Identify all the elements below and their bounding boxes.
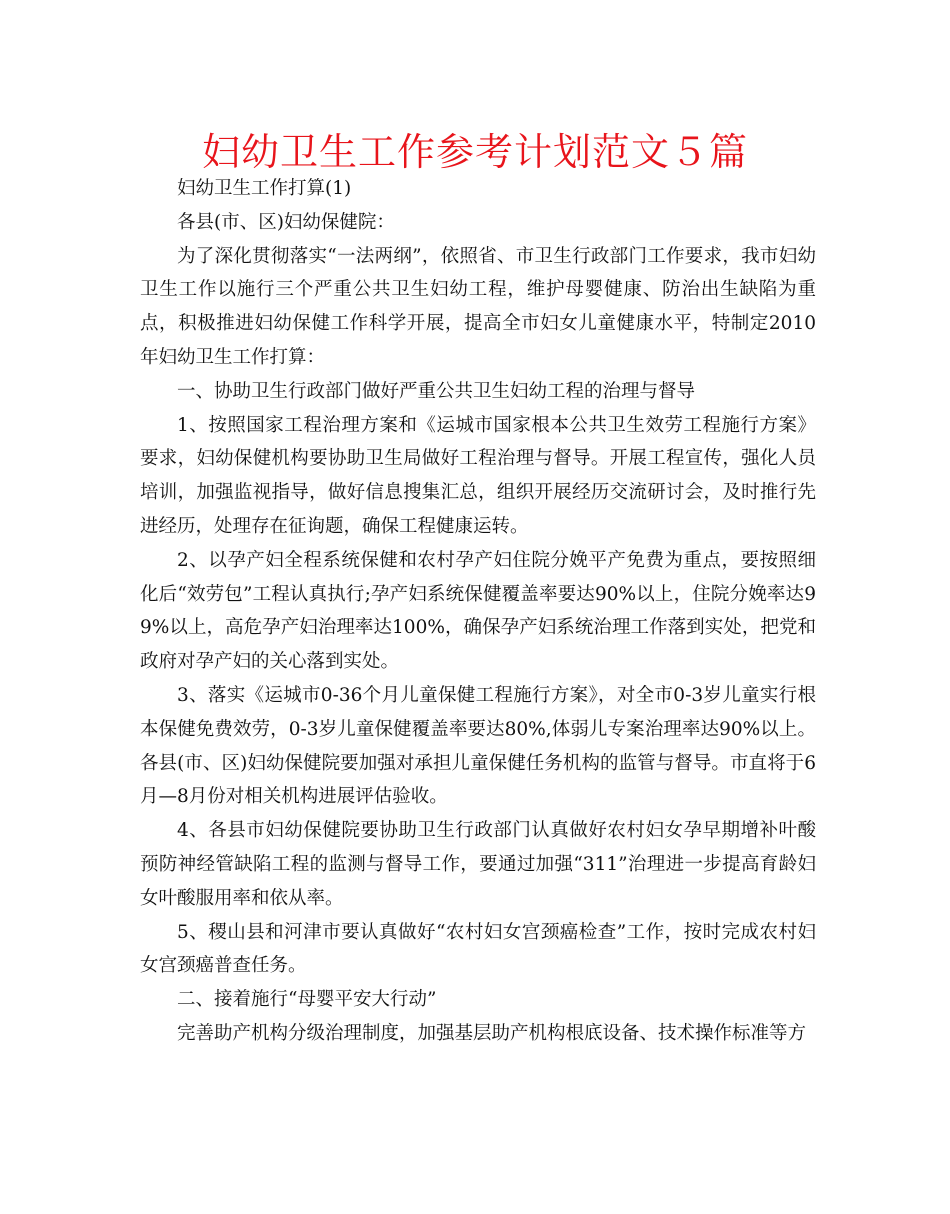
paragraph-plan-heading: 妇幼卫生工作打算(1) <box>177 178 352 199</box>
paragraph-item-5: 5、稷山县和河津市要认真做好“农村妇女宫颈癌检查”工作，按时完成农村妇女宫颈癌普查任务。 <box>140 921 816 977</box>
paragraph-item-3: 3、落实《运城市0-36个月儿童保健工程施行方案》，对全市0-3岁儿童实行根本保健免费效劳，0-3岁儿童保健覆盖率要达80%,体弱儿专案治理率达90%以上。各县(市、区)妇幼保健院要加强对承担儿童保健任务机构的监管与督导。市直将于6月—8月份对相关机构进展评估验收。 <box>140 684 816 808</box>
paragraph-section-2-heading: 二、接着施行“母婴平安大行动” <box>177 989 437 1011</box>
paragraph-section-2-text: 完善助产机构分级治理制度，加强基层助产机构根底设备、技术操作标准等方 <box>177 1022 807 1044</box>
paragraph-salutation: 各县(市、区)妇幼保健院： <box>177 211 395 233</box>
paragraph-intro: 为了深化贯彻落实“一法两纲”，依照省、市卫生行政部门工作要求，我市妇幼卫生工作以施行三个严重公共卫生妇幼工程，维护母婴健康、防治出生缺陷为重点，积极推进妇幼保健工作科学开展，提高全市妇女儿童健康水平，特制定2010年妇幼卫生工作打算： <box>140 245 816 368</box>
document-title: 妇幼卫生工作参考计划范文５篇 <box>201 130 748 174</box>
paragraph-section-1-heading: 一、协助卫生行政部门做好严重公共卫生妇幼工程的治理与督导 <box>177 380 696 402</box>
paragraph-item-4: 4、各县市妇幼保健院要协助卫生行政部门认真做好农村妇女孕早期增补叶酸预防神经管缺陷工程的监测与督导工作，要通过加强“311”治理进一步提高育龄妇女叶酸服用率和依从率。 <box>140 820 816 909</box>
paragraph-item-1: 1、按照国家工程治理方案和《运城市国家根本公共卫生效劳工程施行方案》要求，妇幼保健机构要协助卫生局做好工程治理与督导。开展工程宣传，强化人员培训，加强监视指导，做好信息搜集汇总，组织开展经历交流研讨会，及时推行先进经历，处理存在征询题，确保工程健康运转。 <box>140 414 816 537</box>
document-body <box>140 172 816 1051</box>
paragraph-item-2: 2、以孕产妇全程系统保健和农村孕产妇住院分娩平产免费为重点，要按照细化后“效劳包”工程认真执行;孕产妇系统保健覆盖率要达90%以上，住院分娩率达99%以上，高危孕产妇治理率达100%，确保孕产妇系统治理工作落到实处，把党和政府对孕产妇的关心落到实处。 <box>140 549 816 673</box>
